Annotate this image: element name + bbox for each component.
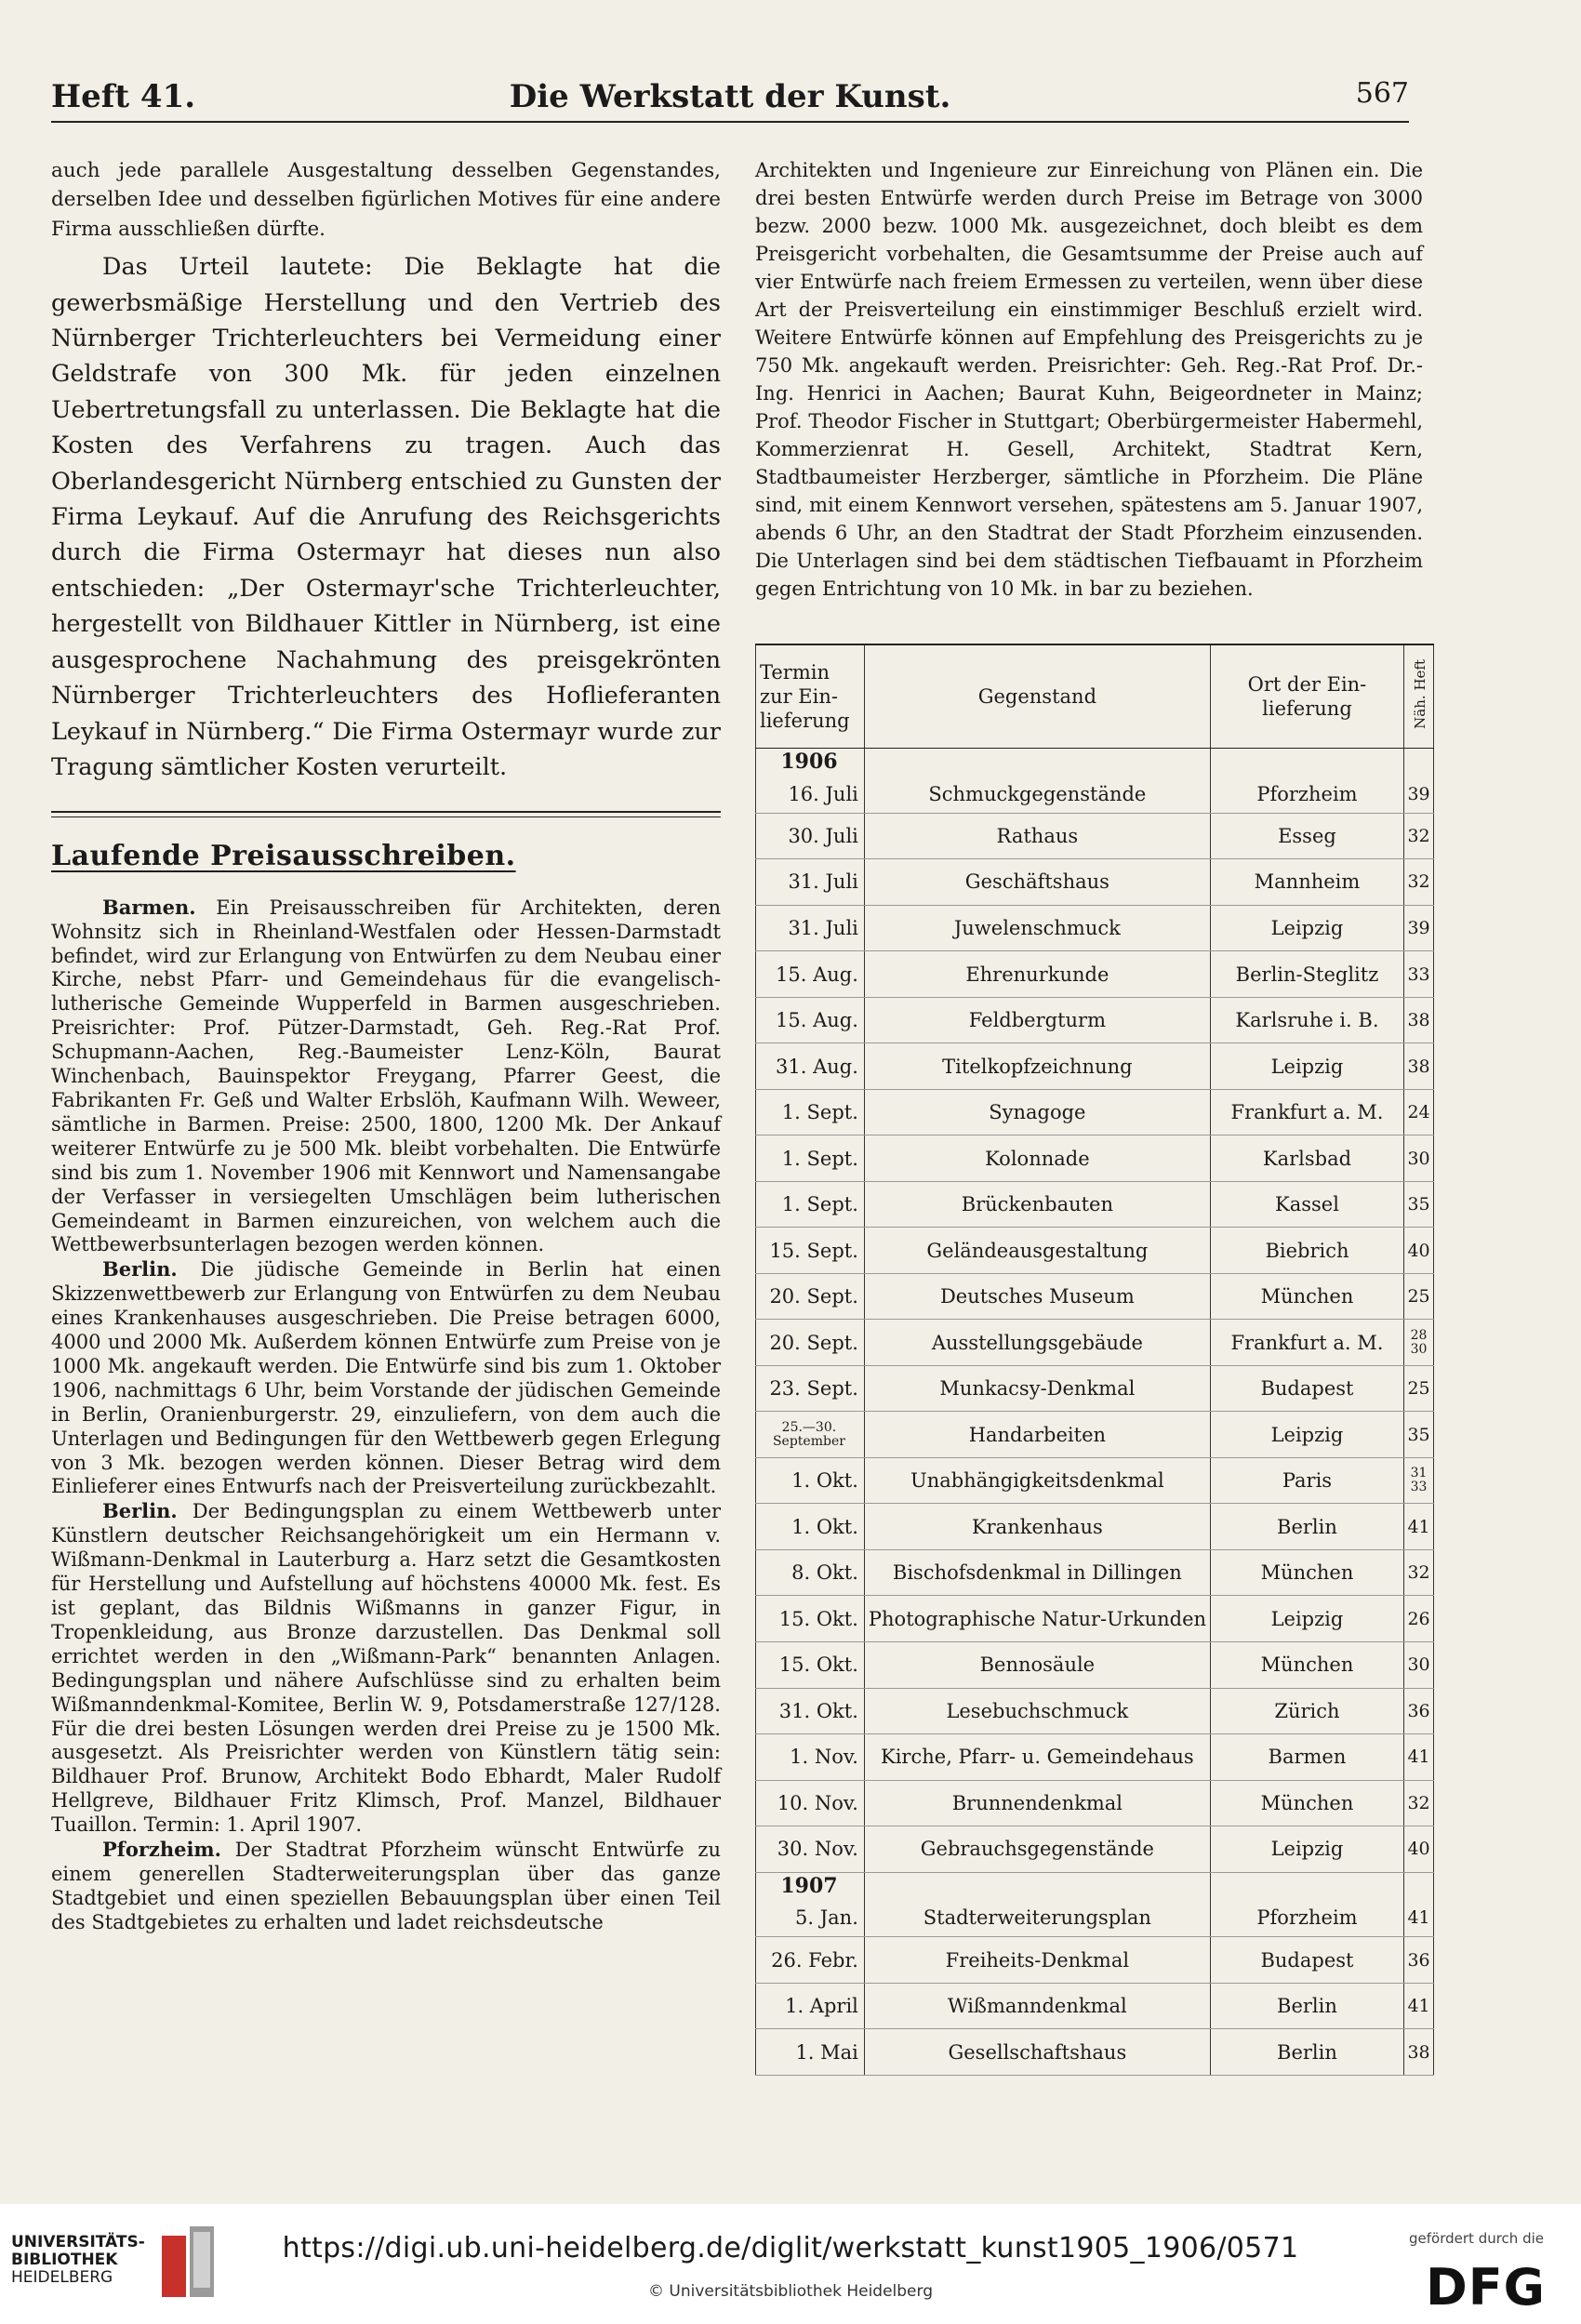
place-cell: Mannheim [1210, 859, 1403, 906]
table-row [756, 1228, 1434, 1274]
journal-title: Die Werkstatt der Kunst. [509, 78, 951, 115]
year-cell: 1907 [756, 1872, 865, 1899]
year-cell: 1906 [756, 749, 865, 776]
competition-entries [51, 896, 721, 1935]
issue-cell: 31 33 [1404, 1457, 1434, 1504]
term-cell: 1. Sept. [756, 1135, 865, 1182]
issue-cell: 25 [1404, 1273, 1434, 1320]
object-cell: Ehrenurkunde [864, 951, 1210, 998]
term-header-line: Termin [760, 661, 830, 684]
place-header-line: lieferung [1262, 697, 1352, 720]
issue-cell: 41 [1404, 1734, 1434, 1781]
running-head [51, 65, 1409, 123]
term-cell: 15. Sept. [756, 1228, 865, 1274]
issue-cell: 24 [1404, 1089, 1434, 1135]
term-header [756, 644, 865, 749]
competition-entry [51, 1838, 721, 1935]
term-cell: 1. Sept. [756, 1089, 865, 1135]
table-row [756, 1688, 1434, 1734]
term-cell: 30. Nov. [756, 1826, 865, 1873]
copyright-text: © Universitätsbibliothek Heidelberg [647, 2282, 933, 2301]
issue-cell: 41 [1404, 1983, 1434, 2029]
empty-cell [1210, 749, 1403, 776]
term-cell: 31. Juli [756, 905, 865, 951]
object-cell: Wißmanndenkmal [864, 1983, 1210, 2029]
table-row [756, 997, 1434, 1043]
object-cell: Bennosäule [864, 1642, 1210, 1689]
table-row [756, 1780, 1434, 1826]
term-cell: 23. Sept. [756, 1365, 865, 1412]
term-cell: 1. Okt. [756, 1457, 865, 1504]
object-cell: Gesellschaftshaus [864, 2029, 1210, 2076]
empty-cell [864, 1872, 1210, 1899]
issue-cell: 35 [1404, 1412, 1434, 1458]
table-row [756, 905, 1434, 951]
issue-label: Heft 41. [51, 78, 196, 115]
object-cell: Kirche, Pfarr- u. Gemeindehaus [864, 1734, 1210, 1781]
term-cell: 10. Nov. [756, 1780, 865, 1826]
entry-city: Pforzheim. [102, 1838, 221, 1862]
object-cell: Stadterweiterungsplan [864, 1899, 1210, 1937]
issue-cell: 32 [1404, 1549, 1434, 1596]
place-cell: Berlin [1210, 1983, 1403, 2029]
object-cell: Schmuckgegenstände [864, 775, 1210, 813]
judgment-paragraph: Das Urteil lautete: Die Beklagte hat die gewerbsmäßige Herstellung und den Vertrieb des Nürnberger Trichterleuchters bei Vermeidung einer Geldstrafe von 300 Mk. für jeden einzelnen Uebertretungsfall zu unterlassen. Die Beklagte hat die Kosten des Verfahrens zu tragen. Auch das Oberlandesgericht Nürnberg entschied zu Gunsten der Firma Leykauf. Auf die Anrufung des Reichsgerichts durch die Firma Ostermayr hat dieses nun also entschieden: „Der Ostermayr'sche Trichterleuchter, hergestellt von Bildhauer Kittler in Nürnberg, ist eine ausgesprochene Nachahmung des preisgekrönten Nürnberger Trichterleuchters des Hoflieferanten Leykauf in Nürnberg.“ Die Firma Ostermayr wurde zur Tragung sämtlicher Kosten verurteilt. [51, 253, 721, 781]
place-cell: Pforzheim [1210, 775, 1403, 813]
competition-entry [51, 1257, 721, 1499]
object-header: Gegenstand [864, 644, 1210, 749]
place-cell: Berlin [1210, 1504, 1403, 1550]
table-row [756, 1983, 1434, 2029]
place-header [1210, 644, 1403, 749]
term-cell: 1. Okt. [756, 1504, 865, 1550]
place-cell: Paris [1210, 1457, 1403, 1504]
table-row [756, 775, 1434, 813]
issue-cell: 26 [1404, 1596, 1434, 1642]
table-row [756, 1596, 1434, 1642]
left-column [51, 156, 721, 1935]
table-row [756, 2029, 1434, 2076]
term-cell: 15. Aug. [756, 951, 865, 998]
funding-label: gefördert durch die [1409, 2230, 1544, 2247]
table-row [756, 1937, 1434, 1984]
issue-cell: 35 [1404, 1181, 1434, 1228]
object-cell: Krankenhaus [864, 1504, 1210, 1550]
object-cell: Kolonnade [864, 1135, 1210, 1182]
empty-cell [1404, 1872, 1434, 1899]
object-cell: Freiheits-Denkmal [864, 1937, 1210, 1984]
place-cell: München [1210, 1549, 1403, 1596]
object-cell: Synagoge [864, 1089, 1210, 1135]
term-cell: 25.—30. September [756, 1412, 865, 1458]
entry-text: Der Stadtrat Pforzheim wünscht Entwürfe zu einem generellen Stadterweiterungsplan über das ganze Stadtgebiet und einen speziellen Bebauungsplan über einen Teil des Stadtgebietes zu erhalten und ladet reichsdeutsche [51, 1839, 721, 1933]
term-cell: 8. Okt. [756, 1549, 865, 1596]
object-cell: Brückenbauten [864, 1181, 1210, 1228]
term-cell: 5. Jan. [756, 1899, 865, 1937]
object-cell: Handarbeiten [864, 1412, 1210, 1458]
term-cell: 31. Juli [756, 859, 865, 906]
place-cell: Leipzig [1210, 1412, 1403, 1458]
entry-text: Der Bedingungsplan zu einem Wettbewerb unter Künstlern deutscher Reichsangehörigkeit um ein Hermann v. Wißmann-Denkmal in Lauterburg a. Harz setzt die Gesamtkosten für Herstellung und Aufstellung auf höchstens 40000 Mk. fest. Es ist geplant, das Bildnis Wißmanns in ganzer Figur, in Tropenkleidung, aus Bronze darzustellen. Das Denkmal soll errichtet werden in den „Wißmann-Park“ benannten Anlagen. Bedingungsplan und nähere Aufschlüsse sind zu erhalten beim Wißmanndenkmal-Komitee, Berlin W. 9, Potsdamerstraße 127/128. Für die drei besten Lösungen werden drei Preise zu je 1500 Mk. ausgesetzt. Als Preisrichter werden von Künstlern tätig sein: Bildhauer Prof. Brunow, Architekt Bodo Ebhardt, Maler Rudolf Hellgreve, Bildhauer Fritz Klimsch, Prof. Manzel, Bildhauer Tuaillon. Termin: 1. April 1907. [51, 1500, 721, 1837]
object-cell: Photographische Natur-Urkunden [864, 1596, 1210, 1642]
table-row [756, 1273, 1434, 1320]
library-line: BIBLIOTHEK [11, 2251, 118, 2269]
object-cell: Geschäftshaus [864, 859, 1210, 906]
place-cell: Karlsruhe i. B. [1210, 997, 1403, 1043]
entry-city: Berlin. [102, 1257, 178, 1282]
term-cell: 20. Sept. [756, 1273, 865, 1320]
place-cell: Frankfurt a. M. [1210, 1089, 1403, 1135]
table-body [756, 749, 1434, 2076]
issue-cell: 36 [1404, 1937, 1434, 1984]
competition-entry [51, 1499, 721, 1838]
table-row [756, 1320, 1434, 1366]
table-row [756, 1826, 1434, 1873]
library-line: HEIDELBERG [11, 2268, 113, 2287]
empty-cell [1210, 1872, 1403, 1899]
place-cell: Karlsbad [1210, 1135, 1403, 1182]
term-cell: 1. Mai [756, 2029, 865, 2076]
issue-cell: 32 [1404, 859, 1434, 906]
issue-cell: 32 [1404, 813, 1434, 859]
term-cell: 26. Febr. [756, 1937, 865, 1984]
empty-cell [864, 749, 1210, 776]
place-cell: Zürich [1210, 1688, 1403, 1734]
object-cell: Munkacsy-Denkmal [864, 1365, 1210, 1412]
term-cell: 1. Sept. [756, 1181, 865, 1228]
term-cell: 15. Okt. [756, 1596, 865, 1642]
issue-cell: 30 [1404, 1642, 1434, 1689]
place-cell: Frankfurt a. M. [1210, 1320, 1403, 1366]
place-cell: München [1210, 1273, 1403, 1320]
table-year-row [756, 749, 1434, 776]
competition-entry [51, 896, 721, 1258]
section-divider [51, 811, 721, 817]
issue-cell: 38 [1404, 1043, 1434, 1090]
issue-cell: 38 [1404, 997, 1434, 1043]
object-cell: Brunnendenkmal [864, 1780, 1210, 1826]
place-cell: Budapest [1210, 1937, 1403, 1984]
issue-cell: 38 [1404, 2029, 1434, 2076]
object-cell: Gebrauchsgegenstände [864, 1826, 1210, 1873]
issue-cell: 40 [1404, 1228, 1434, 1274]
place-cell: Leipzig [1210, 905, 1403, 951]
place-cell: München [1210, 1780, 1403, 1826]
object-cell: Feldbergturm [864, 997, 1210, 1043]
table-header-row [756, 644, 1434, 749]
place-cell: Leipzig [1210, 1826, 1403, 1873]
object-cell: Geländeausgestaltung [864, 1228, 1210, 1274]
term-cell: 16. Juli [756, 775, 865, 813]
entry-city: Berlin. [102, 1499, 178, 1523]
table-row [756, 1899, 1434, 1937]
issue-cell: 28 30 [1404, 1320, 1434, 1366]
table-row [756, 1412, 1434, 1458]
section-title: Laufende Preisausschreiben. [51, 840, 516, 873]
place-cell: Budapest [1210, 1365, 1403, 1412]
object-cell: Deutsches Museum [864, 1273, 1210, 1320]
place-header-line: Ort der Ein- [1247, 673, 1367, 696]
table-row [756, 1365, 1434, 1412]
issue-cell: 41 [1404, 1504, 1434, 1550]
issue-cell: 39 [1404, 775, 1434, 813]
table-row [756, 951, 1434, 998]
table-row [756, 859, 1434, 906]
page-number: 567 [1355, 77, 1409, 110]
term-header-line: lieferung [760, 710, 850, 732]
table-row [756, 1089, 1434, 1135]
term-cell: 15. Aug. [756, 997, 865, 1043]
table-row [756, 1734, 1434, 1781]
competition-table [755, 644, 1434, 2076]
place-cell: Biebrich [1210, 1228, 1403, 1274]
object-cell: Titelkopfzeichnung [864, 1043, 1210, 1090]
page-url-link[interactable]: https://digi.ub.uni-heidelberg.de/diglit/werkstatt_kunst1905_1906/0571 [282, 2232, 1299, 2264]
object-cell: Lesebuchschmuck [864, 1688, 1210, 1734]
term-cell: 20. Sept. [756, 1320, 865, 1366]
entry-text: Die jüdische Gemeinde in Berlin hat einen Skizzenwettbewerb zur Erlangung von Entwürfen zu dem Neubau eines Krankenhauses ausgeschrieben. Die Preise betragen 6000, 4000 und 2000 Mk. Außerdem können Entwürfe zum Preise von je 1000 Mk. angekauft werden. Die Entwürfe sind bis zum 1. Oktober 1906, nachmittags 6 Uhr, beim Vorstande der jüdischen Gemeinde in Berlin, Oranienburgerstr. 29, einzuliefern, von dem auch die Unterlagen und Bedingungen für den Wettbewerb gegen Erlegung von 3 Mk. bezogen werden können. Dieser Betrag wird dem Einlieferer eines Entwurfs nach der Preisverteilung zurückbezahlt. [51, 1258, 721, 1498]
place-cell: Berlin-Steglitz [1210, 951, 1403, 998]
object-cell: Bischofsdenkmal in Dillingen [864, 1549, 1210, 1596]
term-cell: 31. Okt. [756, 1688, 865, 1734]
issue-cell: 32 [1404, 1780, 1434, 1826]
dfg-logo: DFG [1425, 2258, 1546, 2317]
object-cell: Unabhängigkeitsdenkmal [864, 1457, 1210, 1504]
place-cell: München [1210, 1642, 1403, 1689]
issue-cell: 33 [1404, 951, 1434, 998]
term-cell: 1. Nov. [756, 1734, 865, 1781]
issue-cell: 25 [1404, 1365, 1434, 1412]
footer-bar [0, 2204, 1581, 2324]
table-row [756, 1642, 1434, 1689]
issue-cell: 36 [1404, 1688, 1434, 1734]
place-cell: Barmen [1210, 1734, 1403, 1781]
place-cell: Pforzheim [1210, 1899, 1403, 1937]
issue-cell: 41 [1404, 1899, 1434, 1937]
place-cell: Kassel [1210, 1181, 1403, 1228]
object-cell: Ausstellungsgebäude [864, 1320, 1210, 1366]
place-cell: Berlin [1210, 2029, 1403, 2076]
issue-cell: 40 [1404, 1826, 1434, 1873]
place-cell: Leipzig [1210, 1596, 1403, 1642]
object-cell: Rathaus [864, 813, 1210, 859]
intro-paragraph: auch jede parallele Ausgestaltung desselben Gegenstandes, derselben Idee und desselben figürlichen Motives für eine andere Firma ausschließen dürfte. [51, 159, 721, 241]
table-row [756, 1181, 1434, 1228]
term-cell: 30. Juli [756, 813, 865, 859]
place-cell: Esseg [1210, 813, 1403, 859]
object-cell: Juwelenschmuck [864, 905, 1210, 951]
table-row [756, 1457, 1434, 1504]
table-row [756, 1043, 1434, 1090]
table-row [756, 813, 1434, 859]
term-cell: 1. April [756, 1983, 865, 2029]
entry-city: Barmen. [102, 895, 196, 919]
table-year-row [756, 1872, 1434, 1899]
table-row [756, 1549, 1434, 1596]
right-column [755, 156, 1423, 603]
issue-header-text: Näh. Heft [1412, 658, 1429, 729]
term-header-line: zur Ein- [760, 685, 838, 708]
issue-header [1404, 644, 1434, 749]
empty-cell [1404, 749, 1434, 776]
entry-text: Ein Preisausschreiben für Architekten, deren Wohnsitz sich in Rheinland-Westfalen oder Hessen-Darmstadt befindet, wird zur Erlangung von Entwürfen zu dem Neubau einer Kirche, nebst Pfarr- und Gemeindehaus für die evangelisch-lutherische Gemeinde Wupperfeld in Barmen ausgeschrieben. Preisrichter: Prof. Pützer-Darmstadt, Geh. Reg.-Rat Prof. Schupmann-Aachen, Reg.-Baumeister Lenz-Köln, Baurat Winchenbach, Bauinspektor Freygang, Pfarrer Geest, die Fabrikanten Fr. Geß und Walter Erbslöh, Kaufmann Wilh. Weweer, sämtliche in Barmen. Preise: 2500, 1800, 1200 Mk. Der Ankauf weiterer Entwürfe zu je 500 Mk. bleibt vorbehalten. Die Entwürfe sind bis zum 1. November 1906 mit Kennwort und Namensangabe der Verfasser in versiegelten Umschlägen beim lutherischen Gemeindeamt in Barmen einzureichen, von welchem auch die Wettbewerbsunterlagen bezogen werden können. [51, 896, 721, 1256]
place-cell: Leipzig [1210, 1043, 1403, 1090]
issue-cell: 39 [1404, 905, 1434, 951]
library-line: UNIVERSITÄTS- [11, 2233, 145, 2251]
issue-cell: 30 [1404, 1135, 1434, 1182]
pforzheim-continuation: Architekten und Ingenieure zur Einreichung von Plänen ein. Die drei besten Entwürfe werden durch Preise im Betrage von 3000 bezw. 2000 bezw. 1000 Mk. ausgezeichnet, doch bleibt es dem Preisgericht vorbehalten, die Gesamtsumme der Preise auch auf vier Entwürfe nach freiem Ermessen zu verteilen, wenn über diese Art der Preisverteilung ein einstimmiger Beschluß erzielt wird. Weitere Entwürfe können auf Empfehlung des Preisgerichts zu je 750 Mk. angekauft werden. Preisrichter: Geh. Reg.-Rat Prof. Dr.-Ing. Henrici in Aachen; Baurat Kuhn, Beigeordneter in Mainz; Prof. Theodor Fischer in Stuttgart; Oberbürgermeister Habermehl, Kommerzienrat H. Gesell, Architekt, Stadtrat Kern, Stadtbaumeister Herzberger, sämtliche in Pforzheim. Die Pläne sind, mit einem Kennwort versehen, spätestens am 5. Januar 1907, abends 6 Uhr, an den Stadtrat der Stadt Pforzheim einzusenden. Die Unterlagen sind bei dem städtischen Tiefbauamt in Pforzheim gegen Entrichtung von 10 Mk. in bar zu beziehen. [755, 159, 1423, 600]
term-cell: 15. Okt. [756, 1642, 865, 1689]
table-row [756, 1504, 1434, 1550]
term-cell: 31. Aug. [756, 1043, 865, 1090]
table-row [756, 1135, 1434, 1182]
